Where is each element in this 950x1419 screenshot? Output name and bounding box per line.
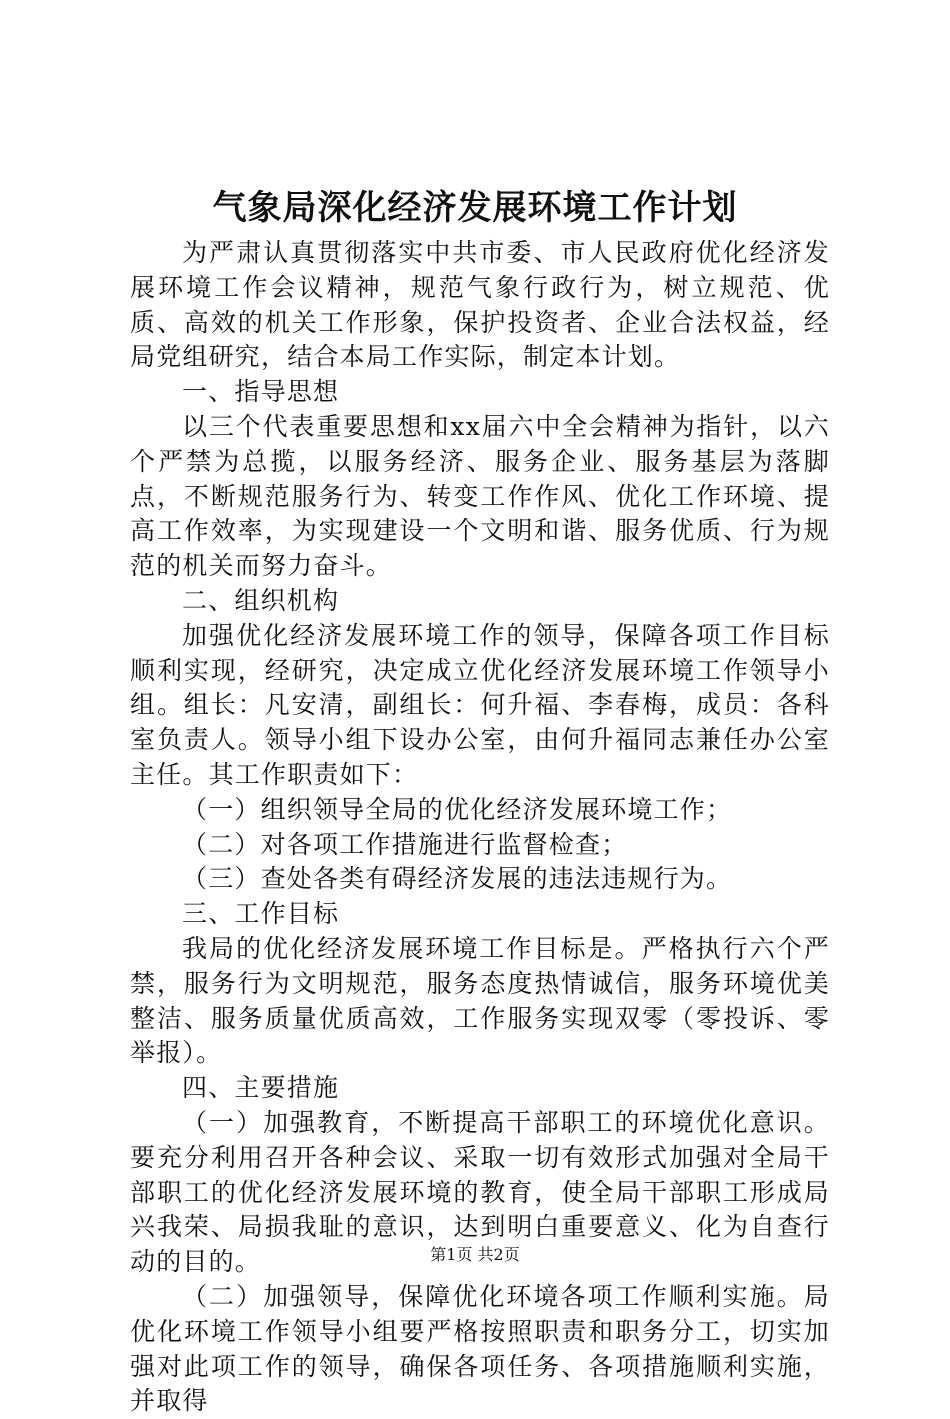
measure-paragraph-1: （一）加强教育，不断提高干部职工的环境优化意识。要充分利用召开各种会议、采取一切有效形式加强对全局干部职工的优化经济发展环境的教育，使全局干部职工形成局兴我荣、局损我耻的意识，达到明白重要意义、化为自查行动的目的。 — [130, 1107, 830, 1277]
section-heading-work-goals: 三、工作目标 — [182, 899, 340, 929]
section-heading-guiding-ideology: 一、指导思想 — [182, 377, 340, 407]
document-body — [130, 236, 830, 1419]
intro-paragraph: 为严肃认真贯彻落实中共市委、市人民政府优化经济发展环境工作会议精神，规范气象行政行为，树立规范、优质、高效的机关工作形象，保护投资者、企业合法权益，经局党组研究，结合本局工作实际，制定本计划。 — [130, 238, 830, 372]
duty-item-3: （三）查处各类有碍经济发展的违法违规行为。 — [182, 864, 733, 894]
duty-item-1: （一）组织领导全局的优化经济发展环境工作； — [182, 794, 733, 824]
document-title: 气象局深化经济发展环境工作计划 — [212, 188, 738, 228]
measure-paragraph-2: （二）加强领导，保障优化环境各项工作顺利实施。局优化环境工作领导小组要严格按照职责和职务分工，切实加强对此项工作的领导，确保各项任务、各项措施顺利实施，并取得 — [130, 1281, 830, 1416]
work-goals-paragraph: 我局的优化经济发展环境工作目标是。严格执行六个严禁，服务行为文明规范，服务态度热情诚信，服务环境优美整洁、服务质量优质高效，工作服务实现双零（零投诉、零举报）。 — [130, 933, 830, 1068]
guiding-ideology-paragraph: 以三个代表重要思想和xx届六中全会精神为指针，以六个严禁为总揽，以服务经济、服务企业、服务基层为落脚点，不断规范服务行为、转变工作作风、优化工作环境、提高工作效率，为实现建设一个文明和谐、服务优质、行为规范的机关而努力奋斗。 — [130, 411, 830, 581]
page-number-footer: 第1页 共2页 — [430, 1245, 520, 1264]
duty-item-2: （二）对各项工作措施进行监督检查； — [182, 829, 628, 859]
section-heading-main-measures: 四、主要措施 — [182, 1073, 340, 1103]
organization-paragraph: 加强优化经济发展环境工作的领导，保障各项工作目标顺利实现，经研究，决定成立优化经济发展环境工作领导小组。组长：凡安清，副组长：何升福、李春梅，成员：各科室负责人。领导小组下设办公室，由何升福同志兼任办公室主任。其工作职责如下： — [130, 620, 830, 789]
section-heading-organization: 二、组织机构 — [182, 585, 340, 615]
